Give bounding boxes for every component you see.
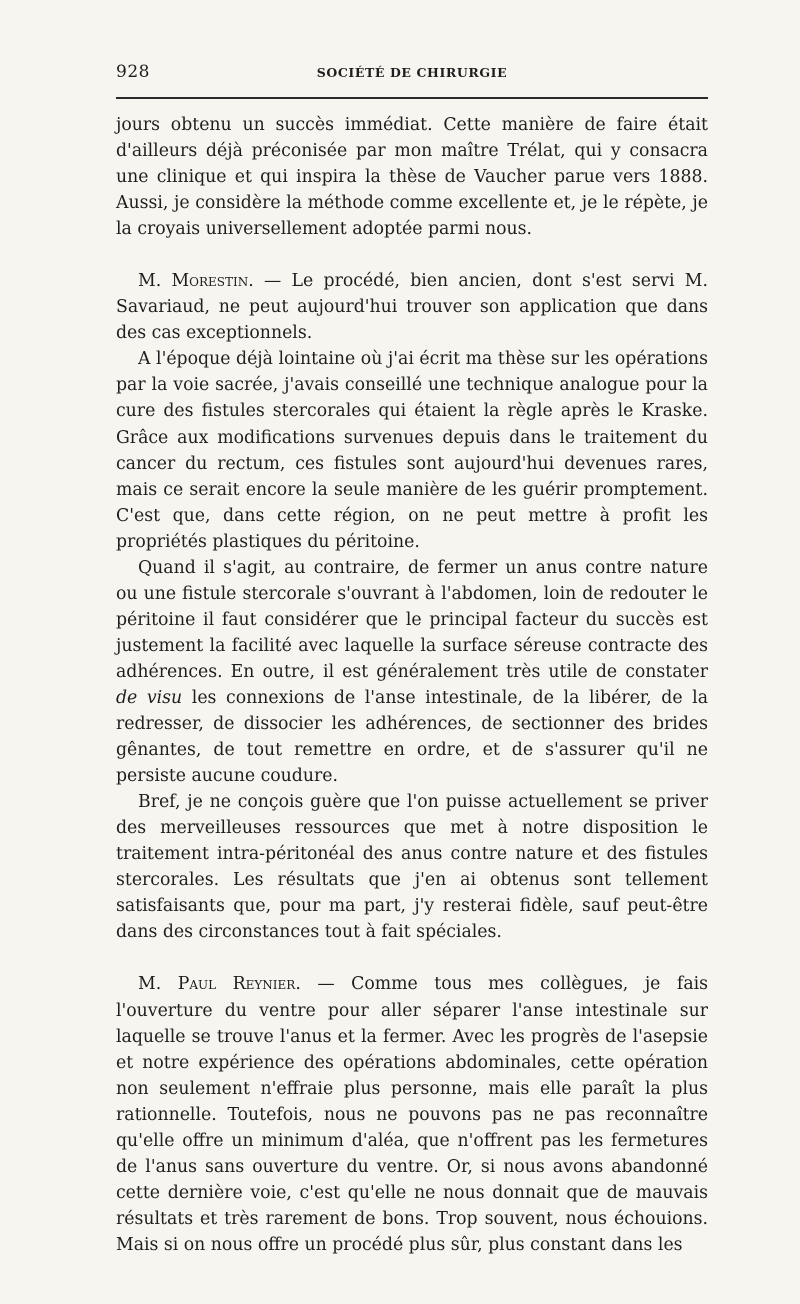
paragraph: Bref, je ne conçois guère que l'on puisse actuellement se priver des merveilleuses ressources que met à notre disposition le traitement intra-péritonéal des anus contre nature et des fistules stercorales. Les résultats que j'en ai obtenus sont tellement satisfaisants que, pour ma part, j'y resterai fidèle, sauf peut-être dans des circonstances tout à fait spéciales.	[116, 792, 708, 943]
paragraph-reynier	[116, 971, 708, 1258]
paragraph: A l'époque déjà lointaine où j'ai écrit ma thèse sur les opérations par la voie sacrée, j'avais conseillé une technique analogue pour la cure des fistules stercorales qui étaient la règle après le Kraske. Grâce aux modifications survenues depuis dans le traitement du cancer du rectum, ces fistules sont aujourd'hui devenues rares, mais ce serait encore la seule manière de les guérir promptement. C'est que, dans cette région, on ne peut mettre à profit les propriétés plastiques du péritoine.	[116, 349, 708, 552]
speaker-prefix: M.	[138, 974, 178, 995]
paragraph-text: — Comme tous mes collègues, je fais l'ouverture du ventre pour aller séparer l'anse intestinale sur laquelle se trouve l'anus et la fermer. Avec les progrès de l'asepsie et notre expérience des opérations abdominales, cette opération non seulement n'effraie plus personne, mais elle paraît la plus rationnelle. Toutefois, nous ne pouvons pas ne pas reconnaître qu'elle offre un minimum d'aléa, que n'offrent pas les fermetures de l'anus sans ouverture du ventre. Or, si nous avons abandonné cette dernière voie, c'est qu'elle ne nous donnait que de mauvais résultats et très rarement de bons. Trop souvent, nous échouions. Mais si on nous offre un procédé plus sûr, plus constant dans les	[116, 974, 709, 1255]
italic-phrase: de visu	[116, 687, 183, 708]
speaker-name: Paul Reynier.	[177, 974, 301, 995]
paragraph-text: les connexions de l'anse intestinale, de la libérer, de la redresser, de dissocier les adhérences, de sectionner des brides gênantes, de tout remettre en ordre, et de s'assurer qu'il ne persiste aucune coudure.	[116, 687, 708, 787]
page-header	[116, 62, 708, 86]
paragraph	[116, 555, 708, 789]
header-rule	[116, 97, 708, 99]
speaker-prefix: M.	[138, 271, 172, 292]
page-number: 928	[116, 62, 150, 82]
paragraph-continuation: jours obtenu un succès immédiat. Cette manière de faire était d'ailleurs déjà préconisée par mon maître Trélat, qui y consacra une clinique et qui inspira la thèse de Vaucher parue vers 1888. Aussi, je considère la méthode comme excellente et, je le répète, je la croyais universellement adoptée parmi nous.	[116, 115, 708, 240]
running-title: SOCIÉTÉ DE CHIRURGIE	[316, 65, 508, 80]
body-text	[116, 112, 708, 1258]
paragraph-text: Quand il s'agit, au contraire, de fermer un anus contre nature ou une fistule stercorale s'ouvrant à l'abdomen, loin de redouter le péritoine il faut considérer que le principal facteur du succès est justement la facilité avec laquelle la surface séreuse contracte des adhérences. En outre, il est généralement très utile de constater	[116, 557, 708, 682]
paragraph-text: — Le procédé, bien ancien, dont s'est servi M. Savariaud, ne peut aujourd'hui trouver son application que dans des cas exceptionnels.	[116, 271, 708, 344]
paragraph-morestin	[116, 268, 708, 346]
speaker-name: Morestin.	[171, 271, 254, 292]
